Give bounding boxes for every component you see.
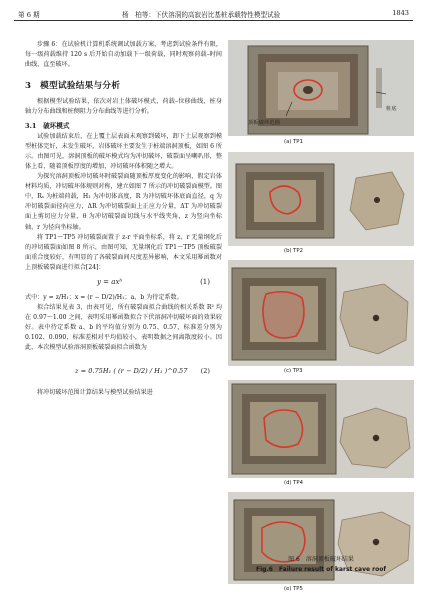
paragraph-model: 为探究溶洞顶板冲切破坏时破裂面随顶板厚度变化的影响，假定岩体材料均质，冲切破坏体规则对称，建立如图 7 所示的冲切破裂面模型。图中，Rₛ 为桩端荷载，H₁ 为冲切体高度，R 为冲切破坏体底面直径，q 为冲切破裂面径向应力，ΔR 为冲切破裂面上正应力分量，ΔT 为冲切破裂面上剪切应力分量，θ 为冲切破裂面切线与水平线夹角，z 为竖向坐标轴，r 为径向坐标轴。 [25, 173, 222, 231]
figure-caption-cn: 图 6 溶洞顶板破坏结果 [288, 556, 354, 563]
figure-panel-a [226, 38, 416, 148]
equation-2-body: z = 0.75H₁ ( (r − D/2) / H₁ )^0.57 [75, 366, 188, 375]
figure-panel-e [226, 490, 416, 594]
panel-label-a: (a) TP1 [284, 139, 303, 145]
figure-panel-d [226, 378, 416, 488]
paragraph-compare: 将冲切破坏范围计算结果与模型试验结果进 [37, 388, 153, 396]
running-header [14, 6, 413, 21]
equation-1-number: (1) [200, 277, 210, 286]
step6-paragraph: 步骤 6：在试验机计算机系统调试加载方案，考虑到试验条件有限，每一级荷载维持 120 s 后开始自动加载下一级荷载，同时观察荷载–时间曲线，直至破坏。 [25, 41, 222, 69]
figure-caption-en: Fig.6 Failure result of karst cave roof [256, 566, 386, 573]
tp2-photo [226, 150, 416, 246]
header-title: 杨 柏等：下伏溶洞的高寂岩比基桩承载特性模型试验 [122, 11, 281, 19]
label-roof-failure-range: 顶板破坏范围 [248, 120, 280, 126]
subsection-heading: 3.1 破坏模式 [25, 121, 70, 130]
label-pile-tip: 桩底 [386, 106, 397, 112]
figure-panel-b [226, 150, 416, 256]
equation-2 [25, 354, 222, 388]
section-intro: 根据模型试验结果，依次对岩土体破坏模式、荷载–位移曲线、桩身轴力分布曲线和桩侧阻力分布曲线等进行分析。 [25, 98, 222, 116]
text-column [25, 40, 222, 398]
panel-label-b: (b) TP2 [284, 248, 303, 254]
panel-label-e: (e) TP5 [284, 586, 303, 592]
panel-label-d: (d) TP4 [284, 480, 303, 486]
paragraph-results: 拟合结果见表 3，由表可见，所有破裂面拟合曲线的相关系数 R² 均在 0.97～1.00 之间，表明采用幂函数拟合下伏溶洞冲切破坏面的效果较好。表中待定系数 a、b 的平均值分别为 0.75、0.57，标准差分别为 0.102、0.090，标准差相对平均值较小，表明数据之间离散度较小。因此，本次模型试验溶洞顶板破裂面拟合函数为 [25, 304, 222, 352]
tp4-photo [226, 378, 416, 478]
equation-1 [25, 273, 222, 293]
equation-2-number: (2) [200, 366, 210, 375]
paragraph-failure: 试验加载结束后，在上覆土层表面未观察到破坏，卸下土层观察到模型桩体完好，未发生破坏，岩体破坏主要发生于桩端溶洞顶板，如图 6 所示。由图可见，溶洞顶板的破坏模式均为冲切破坏，破裂面呈喇叭形，整体上看，随着顶板厚度的增加，冲切破坏体积随之增大。 [25, 132, 222, 170]
equation-1-where: 式中：y = z/H₁；x = (r − D/2)/H₁；a、b 为待定系数。 [25, 293, 183, 301]
paragraph-fit: 将 TP1～TP5 冲切破裂面置于 z-r 平面坐标系，将 z、r 无量纲化后的冲切破裂面如图 8 所示，由图可知，无量纲化后 TP1～TP5 顶板破裂面重合度较好，有明显的了各破裂面间尺度差异影响，本文采用幂函数对上顶板破裂面进行拟合[24]： [25, 233, 222, 271]
equation-1-body: y = axᵇ [97, 277, 123, 286]
page-number: 1843 [392, 9, 409, 17]
panel-label-c: (c) TP3 [284, 368, 303, 374]
section-heading: 3 模型试验结果与分析 [25, 81, 121, 92]
tp3-photo [226, 258, 416, 366]
issue-number: 第 6 期 [18, 11, 40, 19]
figure-panel-c [226, 258, 416, 376]
